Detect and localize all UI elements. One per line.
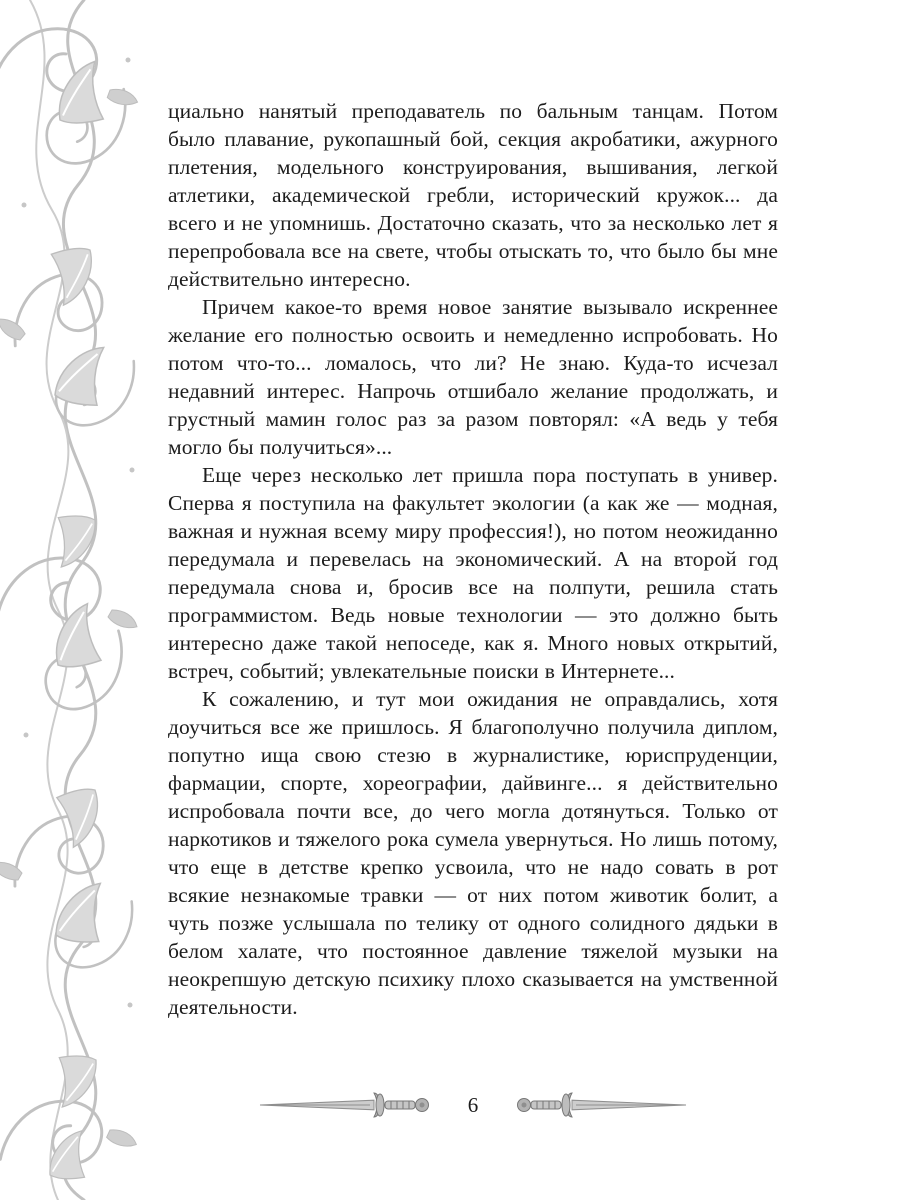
dagger-ornament-left <box>258 1090 436 1120</box>
paragraph-1: циально нанятый преподаватель по бальным танцам. Потом было плавание, рукопашный бой, секция акробатики, ажурного плетения, модельного конструирования, вышивания, легкой атлетики, академической гребли, исторический кружок... да всего и не упомнишь. Достаточно сказать, что за несколько лет я перепробовала все на свете, чтобы отыскать то, что было бы мне действительно интересно. <box>168 99 778 291</box>
dagger-ornament-right <box>510 1090 688 1120</box>
text-column <box>168 97 778 1021</box>
page-footer <box>168 1085 778 1125</box>
paragraph-4: К сожалению, и тут мои ожидания не оправдались, хотя доучиться все же пришлось. Я благополучно получила диплом, попутно ища свою стезю в журналистике, юриспруденции, фармации, спорте, хореографии, дайвинге... я действительно испробовала почти все, до чего могла дотянуться. Только от наркотиков и тяжелого рока сумела увернуться. Но лишь потому, что еще в детстве крепко усвоила, что не надо совать в рот всякие незнакомые травки — от них потом животик болит, а чуть позже услышала по телику от одного солидного дядьки в белом халате, что постоянное давление тяжелой музыки на неокрепшую детскую психику плохо сказывается на умственной деятельности. <box>168 687 778 1019</box>
paragraph-2: Причем какое-то время новое занятие вызывало искреннее желание его полностью освоить и немедленно испробовать. Но потом что-то... ломалось, что ли? Не знаю. Куда-то исчезал недавний интерес. Напрочь отшибало желание продолжать, и грустный мамин голос раз за разом повторял: «А ведь у тебя могло бы получиться»... <box>168 295 778 459</box>
floral-vine-border-ornament <box>0 0 162 1200</box>
page-number: 6 <box>467 1092 479 1117</box>
paragraph-3: Еще через несколько лет пришла пора поступать в универ. Сперва я поступила на факультет экологии (а как же — модная, важная и нужная всему миру профессия!), но потом неожиданно передумала и перевелась на экономический. А на второй год передумала снова и, бросив все на полпути, решила стать программистом. Ведь новые технологии — это должно быть интересно даже такой непоседе, как я. Много новых открытий, встреч, событий; увлекательные поиски в Интернете... <box>168 463 778 683</box>
